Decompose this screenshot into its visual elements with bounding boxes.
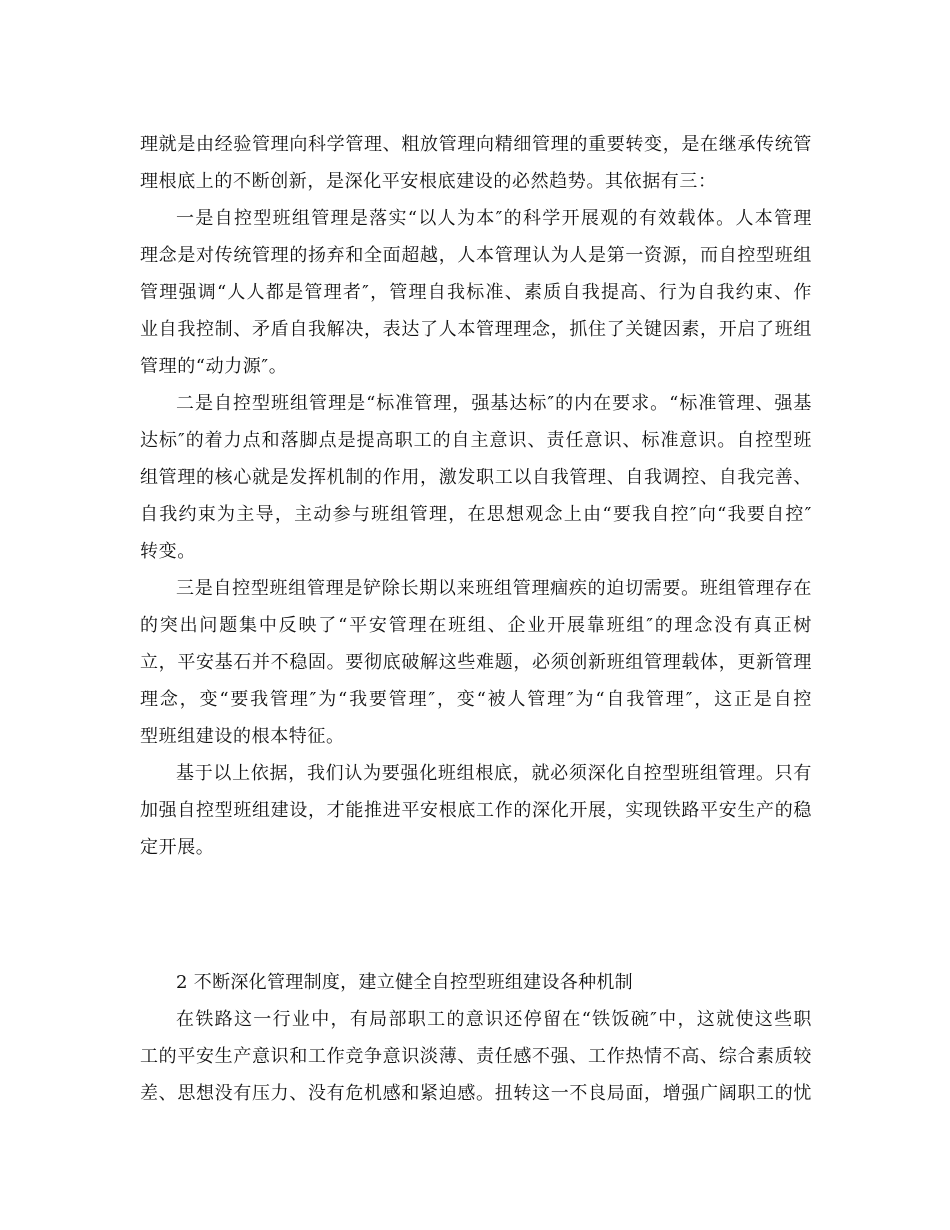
paragraph-line: 在铁路这一行业中，有局部职工的意识还停留在“铁饭碗″中，这就使这些职	[176, 1009, 812, 1030]
paragraph-line: 加强自控型班组建设，才能推进平安根底工作的深化开展，实现铁路平安生产的稳	[140, 800, 812, 821]
paragraph-line: 管理强调“人人都是管理者″，管理自我标准、素质自我提高、行为自我约束、作	[140, 282, 812, 303]
paragraph-line: 理根底上的不断创新，是深化平安根底建设的必然趋势。其依据有三：	[140, 171, 717, 192]
paragraph-line: 二是自控型班组管理是“标准管理，强基达标″的内在要求。“标准管理、强基	[176, 393, 812, 414]
paragraph-line: 定开展。	[140, 837, 215, 858]
paragraph-line: 的突出问题集中反映了“平安管理在班组、企业开展靠班组″的理念没有真正树	[140, 615, 812, 636]
paragraph-line: 立，平安基石并不稳固。要彻底破解这些难题，必须创新班组管理载体，更新管理	[140, 652, 812, 673]
paragraph-line: 业自我控制、矛盾自我解决，表达了人本管理理念，抓住了关键因素，开启了班组	[140, 319, 812, 340]
paragraph-line: 组管理的核心就是发挥机制的作用，激发职工以自我管理、自我调控、自我完善、	[140, 467, 812, 488]
paragraph-line: 理就是由经验管理向科学管理、粗放管理向精细管理的重要转变，是在继承传统管	[140, 134, 812, 155]
paragraph-line: 一是自控型班组管理是落实“以人为本″的科学开展观的有效载体。人本管理	[176, 208, 812, 229]
paragraph-line: 自我约束为主导，主动参与班组管理，在思想观念上由“要我自控″向“我要自控″	[140, 504, 812, 525]
paragraph-line: 基于以上依据，我们认为要强化班组根底，就必须深化自控型班组管理。只有	[176, 763, 812, 784]
section-heading: 2 不断深化管理制度，建立健全自控型班组建设各种机制	[176, 972, 633, 993]
paragraph-line: 工的平安生产意识和工作竞争意识淡薄、责任感不强、工作热情不高、综合素质较	[140, 1046, 812, 1067]
paragraph-line: 三是自控型班组管理是铲除长期以来班组管理痼疾的迫切需要。班组管理存在	[176, 578, 812, 599]
paragraph-line: 管理的“动力源″。	[140, 356, 288, 377]
paragraph-line: 转变。	[140, 541, 196, 562]
paragraph-line: 理念是对传统管理的扬弃和全面超越，人本管理认为人是第一资源，而自控型班组	[140, 245, 812, 266]
paragraph-line: 达标″的着力点和落脚点是提高职工的自主意识、责任意识、标准意识。自控型班	[140, 430, 812, 451]
paragraph-line: 理念，变“要我管理″为“我要管理″，变“被人管理″为“自我管理″，这正是自控	[140, 689, 812, 710]
paragraph-line: 差、思想没有压力、没有危机感和紧迫感。扭转这一不良局面，增强广阔职工的忧	[140, 1083, 812, 1104]
paragraph-line: 型班组建设的根本特征。	[140, 726, 345, 747]
